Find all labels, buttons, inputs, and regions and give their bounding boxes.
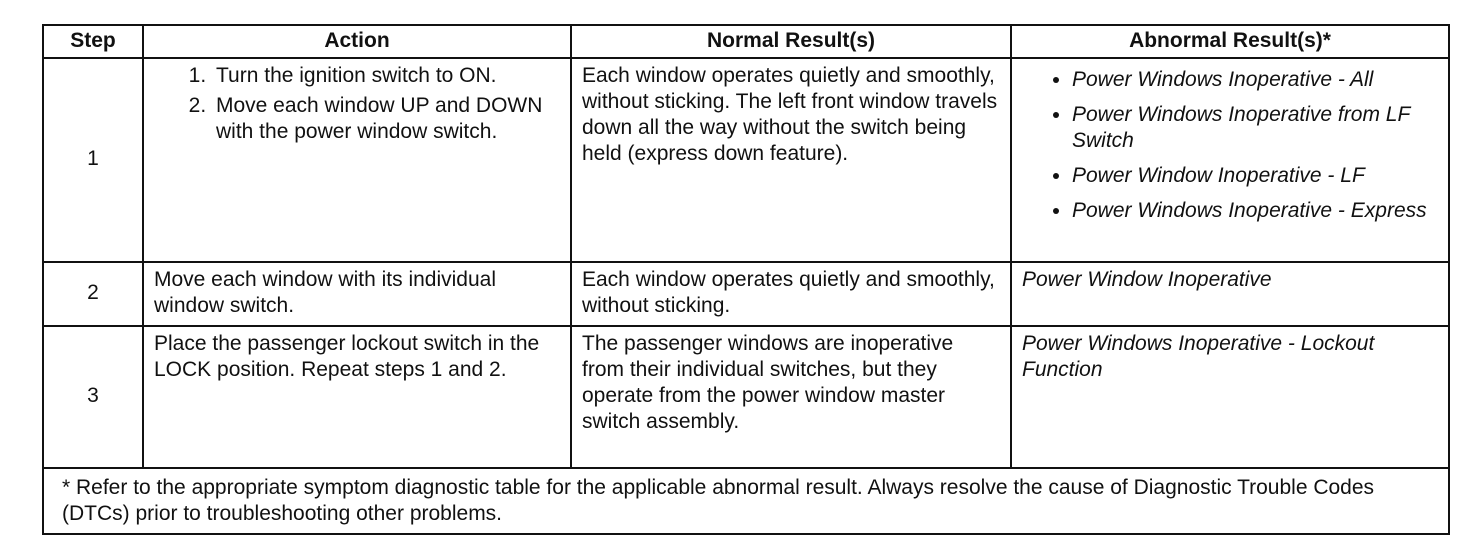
table-row: [43, 262, 1449, 326]
header-step: Step: [43, 25, 143, 58]
abnormal-result-item: • Power Windows Inoperative - All: [1072, 67, 1438, 93]
abnormal-result-cell: Power Windows Inoperative - Lockout Function: [1011, 326, 1449, 468]
table-row: [43, 58, 1449, 262]
footnote: * Refer to the appropriate symptom diagnostic table for the applicable abnormal result. Always resolve the cause of Diagnostic Trouble Codes (DTCs) prior to troubleshooting other problems.: [43, 468, 1449, 534]
step-number: 3: [43, 326, 143, 468]
abnormal-result-item: • Power Windows Inoperative from LF Switch: [1072, 102, 1438, 154]
normal-result-cell: The passenger windows are inoperative from their individual switches, but they operate from the power window master switch assembly.: [571, 326, 1011, 468]
abnormal-result-cell: [1011, 58, 1449, 262]
abnormal-result-list: [1022, 67, 1438, 224]
action-item: 2. Move each window UP and DOWN with the power window switch.: [212, 93, 560, 145]
header-action: Action: [143, 25, 571, 58]
abnormal-result-cell: Power Window Inoperative: [1011, 262, 1449, 326]
header-row: [43, 25, 1449, 58]
header-abnormal-results: Abnormal Result(s)*: [1011, 25, 1449, 58]
step-number: 1: [43, 58, 143, 262]
table-row: [43, 326, 1449, 468]
abnormal-result-item: • Power Window Inoperative - LF: [1072, 163, 1438, 189]
action-cell: Move each window with its individual window switch.: [143, 262, 571, 326]
action-cell: Place the passenger lockout switch in the LOCK position. Repeat steps 1 and 2.: [143, 326, 571, 468]
abnormal-result-item: • Power Windows Inoperative - Express: [1072, 198, 1438, 224]
header-normal-results: Normal Result(s): [571, 25, 1011, 58]
action-item: 1. Turn the ignition switch to ON.: [212, 63, 560, 89]
diagnostic-table: [42, 24, 1450, 535]
normal-result-cell: Each window operates quietly and smoothly, without sticking. The left front window travels down all the way without the switch being held (express down feature).: [571, 58, 1011, 262]
footnote-row: [43, 468, 1449, 534]
step-number: 2: [43, 262, 143, 326]
action-cell: [143, 58, 571, 262]
normal-result-cell: Each window operates quietly and smoothly, without sticking.: [571, 262, 1011, 326]
action-list: [154, 63, 560, 145]
